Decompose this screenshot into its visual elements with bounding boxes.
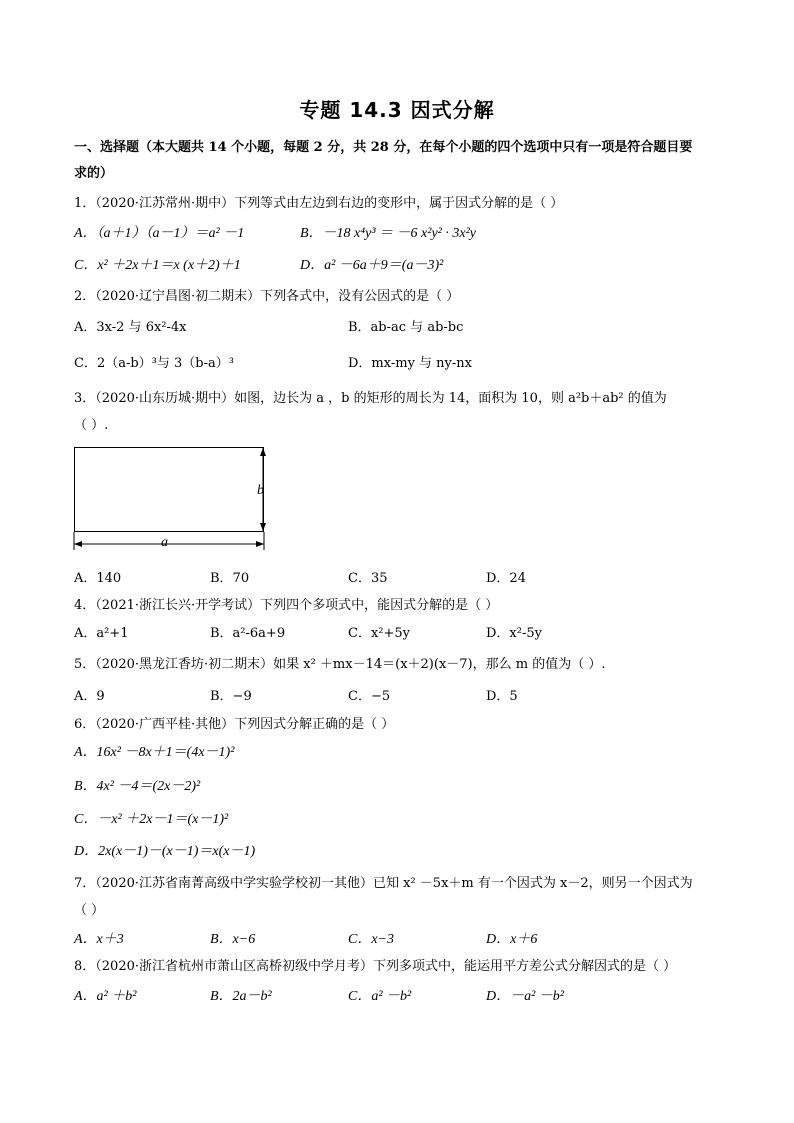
q4-option-b: B．a²-6a+9 (210, 626, 286, 641)
q1-option-d: D．a² －6a＋9＝(a－3)² (300, 258, 444, 273)
q8-option-b: B．2a－b² (210, 989, 272, 1004)
q5-option-d: D．5 (486, 689, 518, 704)
q6-stem: 6．（2020·广西平桂·其他）下列因式分解正确的是（ ） (74, 717, 395, 732)
q8-option-a: A．a² ＋b² (74, 989, 137, 1004)
q7-option-c: C．x−3 (348, 932, 394, 947)
q4-option-c: C．x²+5y (348, 626, 410, 641)
q7-stem-line2: （ ） (74, 903, 105, 918)
q7-option-a: A．x＋3 (74, 932, 124, 947)
q3-option-c: C．35 (348, 571, 388, 586)
q5-stem: 5．（2020·黑龙江香坊·初二期末）如果 x² ＋mx－14＝(x＋2)(x－7)，那么 m 的值为（ ）. (74, 657, 606, 672)
q2-stem: 2．（2020·辽宁昌图·初二期末）下列各式中，没有公因式的是（ ） (74, 289, 460, 304)
q3-stem-line2: （ ）. (74, 418, 109, 433)
q1-option-b: B．－18 x⁴y³ ＝ －6 x²y² · 3x²y (300, 226, 476, 241)
q8-option-d: D．－a² －b² (486, 989, 565, 1004)
q3-option-d: D．24 (486, 571, 526, 586)
page-title: 专题 14.3 因式分解 (299, 98, 495, 122)
q1-stem: 1．（2020·江苏常州·期中）下列等式由左边到右边的变形中，属于因式分解的是（ ） (74, 196, 564, 211)
q6-option-b: B．4x² －4＝(2x－2)² (74, 779, 201, 794)
q6-option-a: A．16x² －8x＋1＝(4x－1)² (74, 745, 235, 760)
q7-option-b: B．x−6 (210, 932, 256, 947)
q2-option-b: B．ab-ac 与 ab-bc (348, 320, 464, 335)
q8-option-c: C．a² －b² (348, 989, 412, 1004)
q5-option-c: C．−5 (348, 689, 391, 704)
figure-label-a: a (161, 535, 168, 550)
q3-option-b: B．70 (210, 571, 250, 586)
q6-option-c: C．－x² ＋2x－1＝(x－1)² (74, 812, 229, 827)
q7-stem-line1: 7．（2020·江苏省南菁高级中学实验学校初一其他）已知 x² －5x＋m 有一个因式为 x－2，则另一个因式为 (74, 876, 693, 891)
q3-stem-line1: 3．（2020·山东历城·期中）如图，边长为 a ，b 的矩形的周长为 14，面积为 10，则 a²b＋ab² 的值为 (74, 391, 667, 406)
q4-stem: 4．（2021·浙江长兴·开学考试）下列四个多项式中，能因式分解的是（ ） (74, 598, 499, 613)
q4-option-a: A．a²+1 (74, 626, 129, 641)
q1-option-a: A．（a＋1）（a－1）＝a² －1 (74, 226, 245, 241)
q2-option-a: A．3x-2 与 6x²-4x (74, 320, 187, 335)
q1-option-c: C．x² ＋2x＋1＝x (x＋2)＋1 (74, 258, 241, 273)
q5-option-b: B．−9 (210, 689, 252, 704)
q6-option-d: D．2x(x－1)－(x－1)＝x(x－1) (74, 844, 256, 859)
q2-option-c: C．2（a-b）³与 3（b-a）³ (74, 356, 234, 371)
q7-option-d: D．x＋6 (486, 932, 538, 947)
q8-stem: 8．（2020·浙江省杭州市萧山区高桥初级中学月考）下列多项式中，能运用平方差公式分解因式的是（ ） (74, 959, 677, 974)
figure-label-b: b (257, 483, 264, 498)
q4-option-d: D．x²-5y (486, 626, 542, 641)
section-header-line2: 求的） (74, 166, 114, 181)
q3-option-a: A．140 (74, 571, 122, 586)
q2-option-d: D．mx-my 与 ny-nx (348, 356, 472, 371)
dimension-arrows (70, 444, 280, 556)
section-header-line1: 一、选择题（本大题共 14 个小题，每题 2 分，共 28 分，在每个小题的四个选项中只有一项是符合题目要 (74, 140, 693, 155)
q5-option-a: A．9 (74, 689, 105, 704)
